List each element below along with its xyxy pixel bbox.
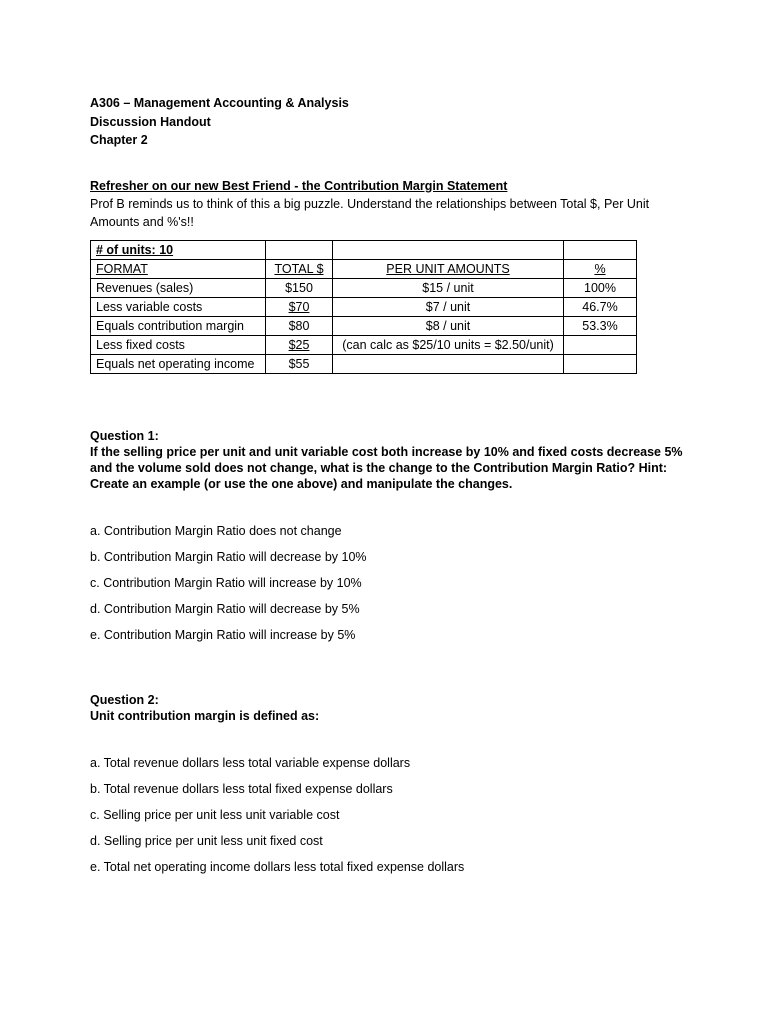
question-1-options (90, 518, 690, 648)
row-percent-cell (564, 354, 637, 373)
section-intro: Prof B reminds us to think of this a big puzzle. Understand the relationships between Total $, Per Unit Amounts and %'s!! (90, 196, 650, 229)
row-total-cell: $70 (266, 297, 333, 316)
table-row (91, 335, 637, 354)
question-2-options (90, 750, 690, 880)
row-format-cell: Equals net operating income (91, 354, 266, 373)
course-title: A306 – Management Accounting & Analysis (90, 96, 349, 110)
row-percent-cell: 53.3% (564, 316, 637, 335)
header-percent: % (564, 259, 637, 278)
row-per-unit-cell: (can calc as $25/10 units = $2.50/unit) (333, 335, 564, 354)
header-row (91, 259, 637, 278)
document-page (90, 94, 690, 880)
row-per-unit-cell (333, 354, 564, 373)
answer-option: b. Total revenue dollars less total fixed expense dollars (90, 781, 393, 796)
table-row (91, 297, 637, 316)
question-1 (90, 428, 690, 492)
row-total-cell: $55 (266, 354, 333, 373)
row-format-cell: Less fixed costs (91, 335, 266, 354)
answer-option: d. Selling price per unit less unit fixed cost (90, 833, 323, 848)
answer-option: c. Selling price per unit less unit variable cost (90, 807, 340, 822)
units-label: # of units: 10 (91, 240, 266, 259)
units-row (91, 240, 637, 259)
question-1-title: Question 1: (90, 428, 159, 443)
row-total-cell: $25 (266, 335, 333, 354)
row-per-unit-cell: $7 / unit (333, 297, 564, 316)
row-format-cell: Equals contribution margin (91, 316, 266, 335)
contribution-margin-table (90, 240, 637, 374)
row-format-cell: Revenues (sales) (91, 278, 266, 297)
row-percent-cell: 46.7% (564, 297, 637, 316)
answer-option: e. Contribution Margin Ratio will increase by 5% (90, 627, 356, 642)
header-format: FORMAT (91, 259, 266, 278)
question-2-title: Question 2: (90, 692, 159, 707)
question-2 (90, 692, 690, 724)
section-title: Refresher on our new Best Friend - the Contribution Margin Statement (90, 178, 508, 193)
row-total-cell: $80 (266, 316, 333, 335)
header-per-unit: PER UNIT AMOUNTS (333, 259, 564, 278)
row-total-cell: $150 (266, 278, 333, 297)
answer-option: a. Total revenue dollars less total variable expense dollars (90, 755, 411, 770)
answer-option: d. Contribution Margin Ratio will decrease by 5% (90, 601, 360, 616)
row-format-cell: Less variable costs (91, 297, 266, 316)
question-1-text: If the selling price per unit and unit variable cost both increase by 10% and fixed costs decrease 5% and the volume sold does not change, what is the change to the Contribution Margin Ratio? Hint: Create an example (or use the one above) and manipulate the changes. (90, 444, 683, 491)
answer-option: e. Total net operating income dollars less total fixed expense dollars (90, 859, 465, 874)
answer-option: c. Contribution Margin Ratio will increase by 10% (90, 575, 362, 590)
answer-option: a. Contribution Margin Ratio does not change (90, 523, 342, 538)
row-per-unit-cell: $15 / unit (333, 278, 564, 297)
row-per-unit-cell: $8 / unit (333, 316, 564, 335)
header-total: TOTAL $ (266, 259, 333, 278)
question-2-text: Unit contribution margin is defined as: (90, 708, 320, 723)
doc-type: Discussion Handout (90, 114, 211, 129)
chapter-label: Chapter 2 (90, 133, 148, 147)
row-percent-cell: 100% (564, 278, 637, 297)
table-row (91, 354, 637, 373)
row-percent-cell (564, 335, 637, 354)
table-row (91, 316, 637, 335)
table-row (91, 278, 637, 297)
answer-option: b. Contribution Margin Ratio will decrease by 10% (90, 549, 367, 564)
